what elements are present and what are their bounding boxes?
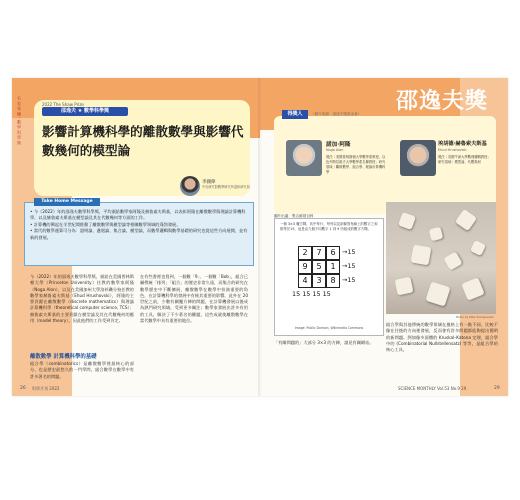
winner-photo xyxy=(400,140,436,176)
row-sum: →15 xyxy=(342,262,356,270)
winner-info: 現任｜英國牛津大學數理邏輯教授；研究領域｜模型論、代數幾何 xyxy=(438,155,491,164)
take-home-point: • 當代的數學運算可分為：證明論、遞迴論、集合論、模型論，而數學邏輯與數學基礎的研究也從這些方向展開，並有新的發展。 xyxy=(30,228,248,240)
take-home-point: • 計算機的興起在半世紀間推動了離散數學與模型論等相關數學領域的蓬勃發展。 xyxy=(30,221,181,227)
prize-big-title: 邵逸夫獎 xyxy=(396,89,489,114)
die xyxy=(470,240,486,256)
winner-info: 現任｜美國普林斯頓大學數學系教授、以色列特拉維夫大學數學系名譽教授；研究領域｜離散數學、組合學、理論計算機科學 xyxy=(326,155,386,174)
winner-name: 諾加·阿隆 xyxy=(326,142,351,148)
dice-photo xyxy=(386,202,496,314)
magic-square-cell: 8 xyxy=(326,274,340,288)
body-column-right: 組合學與其他傳統的數學領域在風格上有一點不同，比較不像在往後的方向裡發展，反而會有許多問題都能夠提出簡明的新問題。例如像多面體的 Kruskal–Katona 定理，組合學中的 (Combinatorial Nullstellensatz) 等等，是組合學的核心工具。 xyxy=(386,322,498,353)
page-number: 29 xyxy=(494,386,500,391)
footer-right: SCIENCE MONTHLY Vol.53 No.9 29 xyxy=(398,386,467,391)
author-affiliation: 中央研究院數學研究所退休研究員 xyxy=(202,185,250,189)
left-page xyxy=(12,78,260,396)
figure-credit: Image: Public Domain, Wikimedia Commons xyxy=(294,326,364,330)
spread-gutter xyxy=(258,78,262,396)
figure-caption: 一個 3×3 魔方陣，其中每行、每列以及兩條對角線上的數字之和都等於15，這是由九個不同數字 1 到 9 所組成的數字方陣。 xyxy=(280,222,378,231)
winner-name: 埃胡德·赫魯索夫斯基 xyxy=(438,141,487,147)
magic-square-cell: 1 xyxy=(326,260,340,274)
body-column-left: 「有關問題的」大部分 3×3 的方陣，請見有關網站。 xyxy=(274,340,374,345)
winners-label: 得獎人 xyxy=(282,110,308,119)
die xyxy=(461,277,484,300)
winner-english-name: Noga Alon xyxy=(326,148,344,152)
article-title: 影響計算機科學的離散數學與影響代數幾何的模型論 xyxy=(42,124,244,158)
magic-square-cell: 4 xyxy=(298,274,312,288)
section-heading: 離散數學 計算機科學的基礎 xyxy=(30,354,97,360)
die xyxy=(395,277,414,296)
photo-source-note: （照片來源：邵逸夫獎基金會） xyxy=(311,112,362,116)
footer-left: 科學月刊 2022 xyxy=(32,386,60,391)
figure-source: 圖片出處：集合維基百科 xyxy=(274,214,314,218)
magic-square-cell: 7 xyxy=(312,246,326,260)
die xyxy=(455,209,477,231)
winner-photo xyxy=(286,140,322,176)
column-sums: 15 15 15 15 xyxy=(292,290,331,298)
magic-square-cell: 3 xyxy=(312,274,326,288)
side-tab: 名 家 專 欄 - 數 學 科 學 獎 xyxy=(17,96,22,145)
prize-tag: 邵逸夫 ★ 數學科學獎 xyxy=(42,107,128,116)
magic-square-cell: 9 xyxy=(298,260,312,274)
winner-english-name: Ehud Hrushovski xyxy=(438,148,467,152)
body-column-1b: 組合學（combinatorics）是離散數學裡最核心的部分，也是歷史最悠久的一門學問，組合數學在數學中有許多著名的問題。 xyxy=(30,361,134,379)
year-line: 2022 The Shaw Prize xyxy=(42,102,84,107)
page-number: 26 xyxy=(20,386,26,391)
die xyxy=(411,245,432,266)
die xyxy=(443,251,462,270)
body-column-2: 在有些書裡也寫到，一個數「9」、一個數「Bob」，組合已屬傳統「排列」「組合」的歷史非常久遠，而集合的研究在數學歷史中不斷擴展，離散數學在數學中扮演重要的角色，在計算機科學的發展中有極其重要的影響。此外在 20 世紀之前，少數有關魔方陣的問題，在計算機發展以後成為熱門研究領域，受到更多關注；數學家發展出許多有用的工具，解決了不少著名的難題，這些成就使離散數學在當代數學中具有重要的地位。 xyxy=(140,274,248,324)
magic-square-cell: 2 xyxy=(298,246,312,260)
take-home-list xyxy=(30,209,248,241)
author-avatar xyxy=(180,176,200,196)
magic-square-cell: 6 xyxy=(326,246,340,260)
take-home-point: • 今（2022）年的邵逸夫數學科學獎，平均頒給數學家阿隆及赫魯索夫斯基，以表彰阿隆在離散數學與理論計算機科學，以及赫魯索夫斯基在模型論及其在代數幾何等方面的工作。 xyxy=(30,209,246,221)
row-sum: →15 xyxy=(342,276,356,284)
body-column-1: 今（2022）年的邵逸夫數學科學獎，頒給在美國普林斯頓大學（Princeton University）任教的數學家阿隆（Noga Alon），以及在美國加州大學洛杉磯分校任教的數學家赫魯索夫斯基（Ehud Hrushovski），阿隆的主要貢獻在離散數學（discrete mathematics）與理論計算機科學（theoretical computer science, TCS）；赫魯索夫斯基的主要貢獻在模型論及其在代數幾何的應用（model theory），因此他們的工作受到肯定。 xyxy=(30,274,134,324)
magic-square-cell: 5 xyxy=(312,260,326,274)
magazine-spread xyxy=(12,78,508,396)
die xyxy=(398,212,416,230)
photo-credit: Photo by Mike Szczepanski xyxy=(456,315,494,319)
die xyxy=(429,227,444,242)
magic-square xyxy=(292,246,368,316)
right-page xyxy=(260,78,508,396)
die xyxy=(425,281,450,306)
row-sum: →15 xyxy=(342,248,356,256)
author-name: 李國偉 xyxy=(202,180,216,185)
take-home-tag: Take Home Message xyxy=(34,198,100,206)
